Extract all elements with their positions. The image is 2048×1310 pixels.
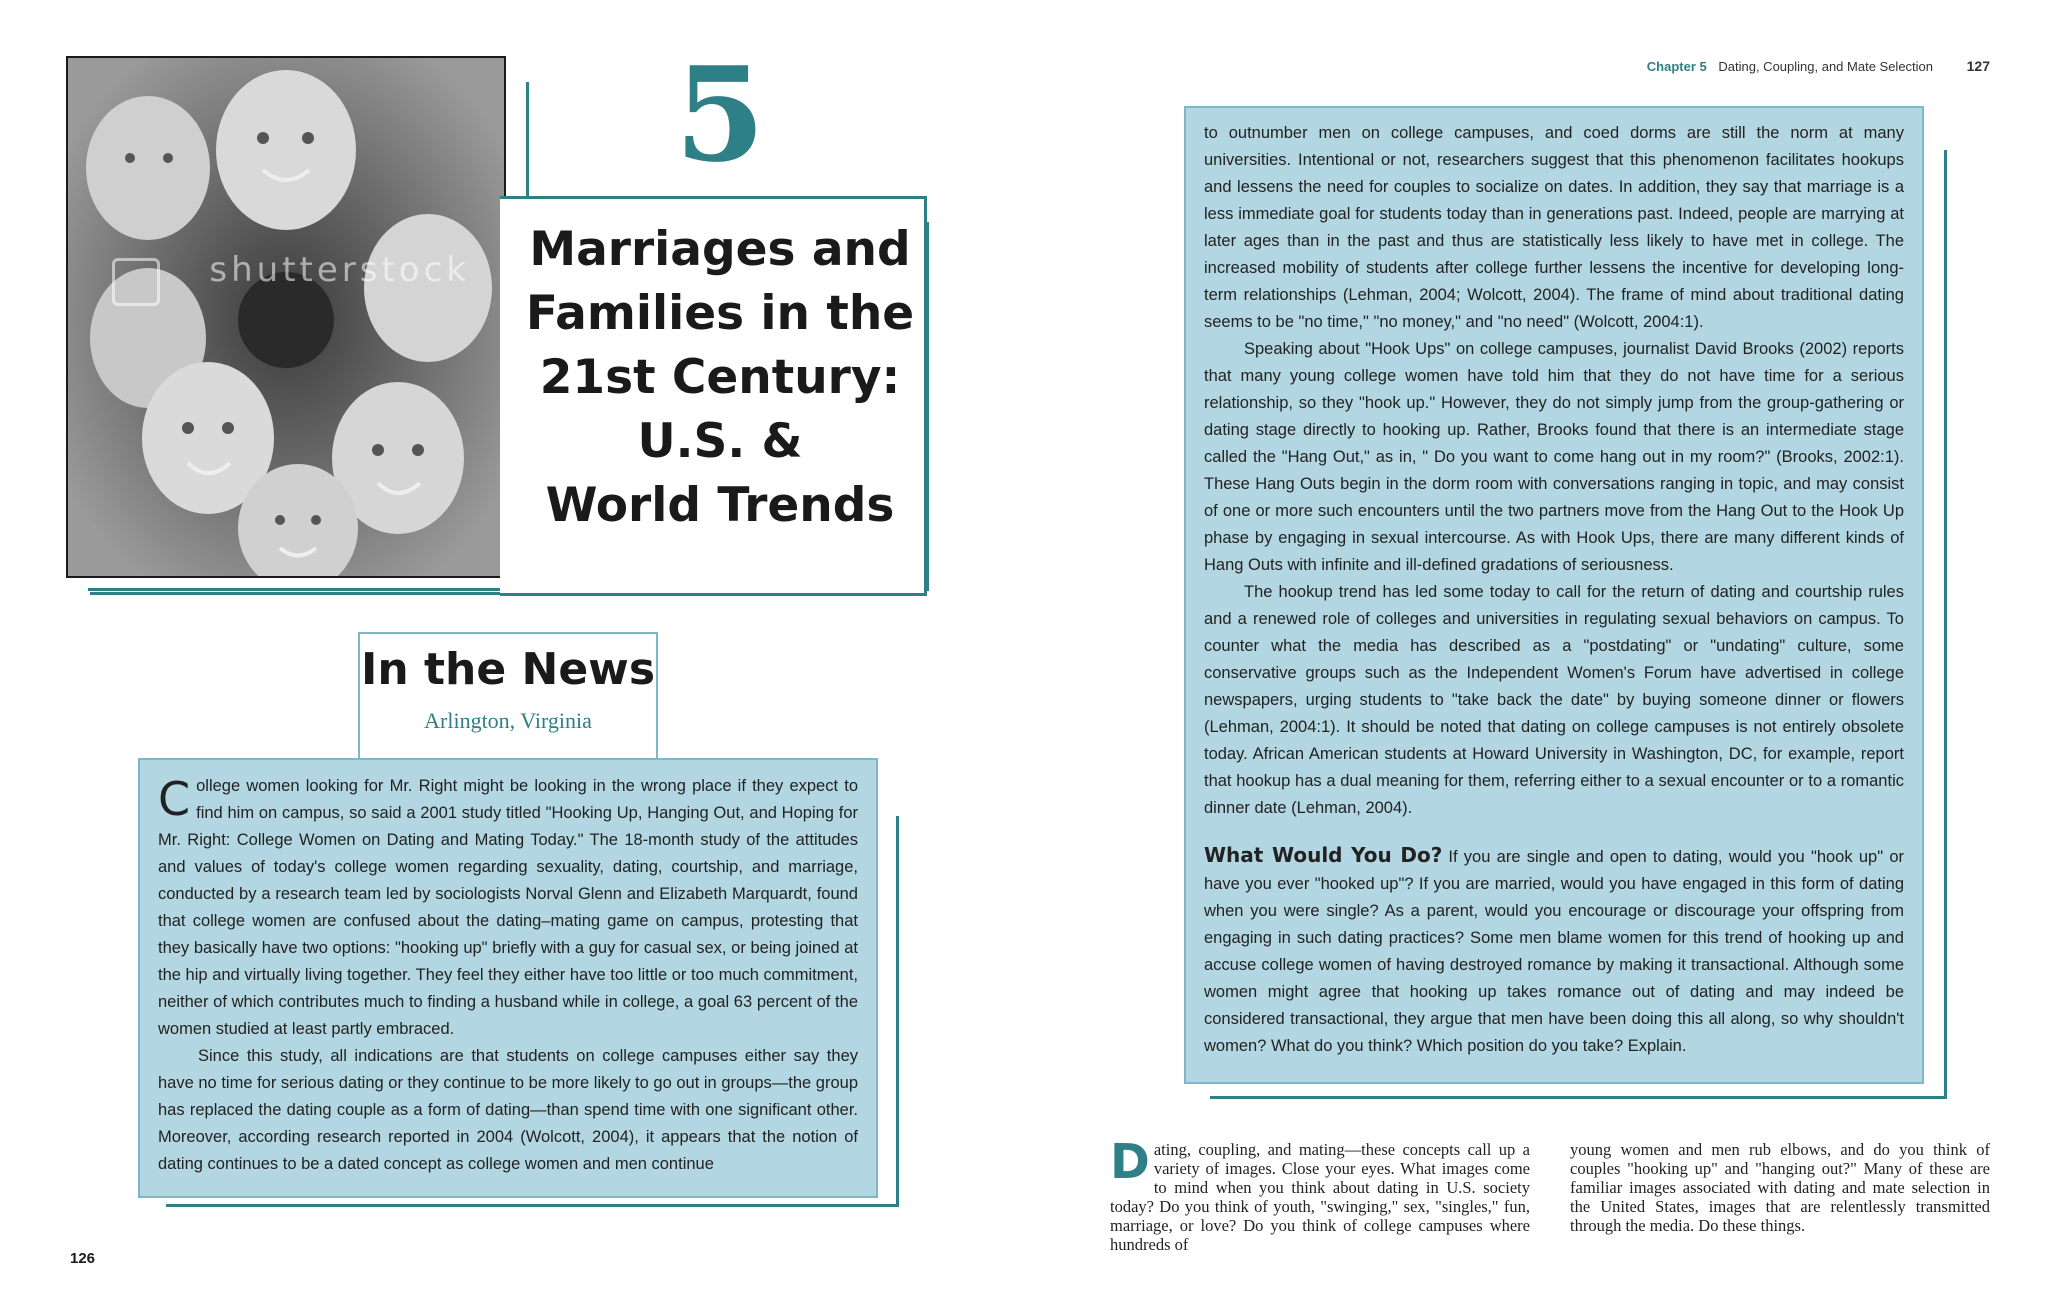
feature-panel-text [1204, 120, 1904, 1060]
running-head-chapter: Chapter 5 [1646, 59, 1707, 74]
chapter-number: 5 [674, 38, 766, 191]
panel-paragraph: Speaking about "Hook Ups" on college campuses, journalist David Brooks (2002) reports that many young college women have told him that they do not have time for a serious relationship, so they "hook up." However, they do not simply jump from the group-gathering or dating stage directly to hooking up. Rather, Brooks found that there is an intermediate stage called the "Hang Out," as in, " Do you want to come hang out in my room?" (Brooks, 2002:1). These Hang Outs begin in the dorm room with conversations ranging in topic, and may consist of one or more such encounters until the two partners move from the Hang Out to the Hook Up phase by engaging in sexual intercourse. As with Hook Ups, there are many different kinds of Hang Outs with infinite and ill-defined gradations of seriousness. [1204, 340, 1904, 574]
what-would-you-do-text: If you are single and open to dating, would you "hook up" or have you ever "hooked up"? If you are married, would you have engaged in this form of dating when you were single? As a parent, would you encourage or discourage your offspring from engaging in such dating practices? Some men blame women for this trend of hooking up and accuse college women of having destroyed romance by making it transactional. Although some women might agree that hooking up takes romance out of dating and may indeed be considered transactional, they argue that men have been doing this all along, so why shouldn't women? What do you think? Which position do you take? Explain. [1204, 848, 1905, 1055]
what-would-you-do-heading: What Would You Do? [1204, 843, 1443, 867]
chapter-title-line: 21st Century: [539, 350, 901, 405]
body-column-2: young women and men rub elbows, and do you think of couples "hooking up" and "hanging out?" Many of these are familiar images associated with dating and mate selection in the United States, images that are relentlessly transmitted through the media. Do these things. [1570, 1140, 1990, 1235]
panel-paragraph: to outnumber men on college campuses, and coed dorms are still the norm at many universities. Intentional or not, researchers suggest that this phenomenon facilitates hookups and lessens the need for couples to socialize on dates. In addition, they say that marriage is a less immediate goal for students today than in generations past. Indeed, people are marrying at later ages than in the past and thus are statistically less likely to have met in college. The increased mobility of students after college further lessens the incentive for developing long-term relationships (Lehman, 2004; Wolcott, 2004). The frame of mind about traditional dating seems to be "no time," "no money," and "no need" (Wolcott, 2004:1). [1204, 124, 1904, 331]
drop-cap: D [1110, 1134, 1150, 1190]
page-number-right: 127 [1966, 58, 1990, 74]
chapter-title-line: World Trends [545, 478, 895, 533]
news-paragraph: Since this study, all indications are that students on college campuses either say they have no time for serious dating or they continue to be more likely to go out in groups—the group has replaced the dating couple as a form of dating—than spend time with one significant other. Moreover, according research reported in 2004 (Wolcott, 2004), it appears that the notion of dating continues to be a dated concept as college women and men continue [158, 1047, 858, 1173]
news-article [158, 773, 858, 1178]
chapter-title-line: Families in the [525, 286, 915, 341]
news-location: Arlington, Virginia [424, 708, 592, 733]
chapter-body-text [1110, 1134, 1990, 1254]
chapter-title [520, 218, 920, 538]
chapter-title-line: U.S. & [637, 414, 803, 469]
chapter-title-line: Marriages and [529, 222, 911, 277]
body-column-1: Dating, coupling, and mating—these concepts call up a variety of images. Close your eyes. What images come to mind when you think about dating in U.S. society today? Do you think of youth, "swinging," sex, "singles," fun, marriage, or love? Do you think of college campuses where hundreds of [1110, 1134, 1530, 1254]
what-would-you-do-section [1204, 842, 1904, 1060]
page-number-left: 126 [70, 1250, 96, 1267]
news-paragraph: College women looking for Mr. Right might be looking in the wrong place if they expect to find him on campus, so said a 2001 study titled "Hooking Up, Hanging Out, and Hoping for Mr. Right: College Women on Dating and Mating Today." The 18-month study of the attitudes and values of today's college women regarding sexuality, dating, courtship, and marriage, conducted by a research team led by sociologists Norval Glenn and Elizabeth Marquardt, found that college women are confused about the dating–mating game on campus, protesting that they basically have two options: "hooking up" briefly with a guy for casual sex, or being joined at the hip and virtually living together. They feel they either have too little or too much commitment, neither of which contributes much to finding a husband while in college, a goal 63 percent of the women studied at least partly embraced. [158, 772, 858, 1038]
in-the-news-title: In the News [360, 644, 656, 695]
photo-watermark: shutterstock [209, 250, 470, 290]
drop-cap: C [158, 772, 191, 826]
running-head [1580, 58, 1990, 74]
running-head-title: Dating, Coupling, and Mate Selection [1718, 59, 1934, 74]
panel-paragraph: The hookup trend has led some today to call for the return of dating and courtship rules and a renewed role of colleges and universities in regulating sexual behaviors on campus. To counter what the media has described as a "postdating" or "undating" culture, some conservative groups such as the Independent Women's Forum have advertised in college newspapers, urging students to "take back the date" by buying someone dinner or flowers (Lehman, 2004:1). It should be noted that dating on college campuses is not entirely obsolete today. African American students at Howard University in Washington, DC, for example, report that hookup has a dual meaning for them, referring either to a sexual encounter or to a romantic dinner date (Lehman, 2004). [1204, 583, 1904, 817]
